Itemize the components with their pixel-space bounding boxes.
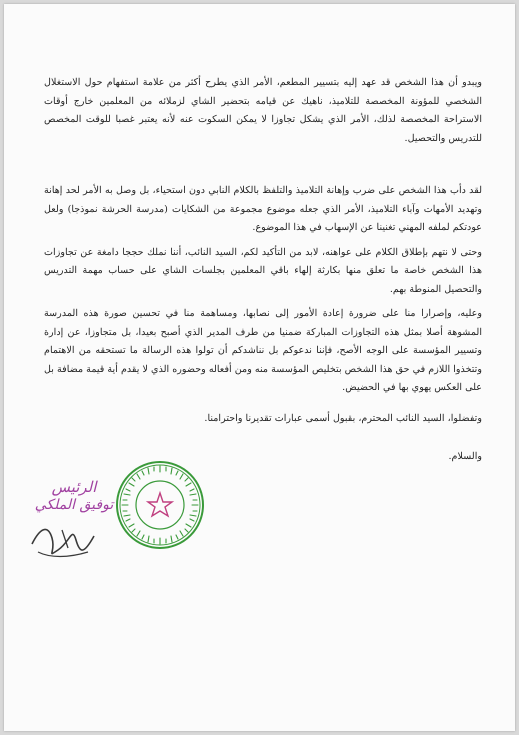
paragraph-restaurant: ويبدو أن هذا الشخص قد عهد إليه بتسيير المطعم، الأمر الذي يطرح أكثر من علامة استفهام حول الاستغلال الشخصي للمؤونة المخصصة للتلاميذ، ناهيك عن قيامه بتحضير الشاي لزملائه من المعلمين خارج أوقات الاستراحة المخصصة لذلك، الأمر الذي يشكل تجاوزا لا يمكن السكوت عنه لأنه يعتبر غصبا للوقت المخصص للتدريس والتحصيل. xyxy=(44,77,482,144)
document-page xyxy=(4,4,515,731)
official-stamp xyxy=(114,459,206,551)
signature-title: الرئيس xyxy=(51,478,97,496)
paragraph-request: وعليه، وإصرارا منا على ضرورة إعادة الأمور إلى نصابها، ومساهمة منا في تحسين صورة هذه المدرسة المشوهة أصلا بمثل هذه التجاوزات المباركة ضمنيا من طرف المدير الذي أصبح بعيدا، بل متجاوزا، عن إدارة وتسيير المؤسسة على الوجه الأصح، فإننا ندعوكم بل نناشدكم أن تولوا هذه الرسالة ما تستحقه من الاهتمام وتتخذوا اللازم في حق هذا الشخص بتخليص المؤسسة منه ومن أفعاله وحضوره الذي لا يقدم أية قيمة مضافة بل على العكس يهوي بها في الحضيض. xyxy=(44,308,482,393)
star-icon xyxy=(148,493,172,516)
paragraph-abuse: لقد دأب هذا الشخص على ضرب وإهانة التلاميذ والتلفظ بالكلام النابي دون استحياء، بل وصل به الأمر لحد إهانة وتهديد الأمهات وآباء التلاميذ، الأمر الذي جعله موضوع مجموعة من الشكايات (مدرسة الحرشة نموذجا) ولعل عودتكم لملفه المهني تغنينا عن الإسهاب في هذا الموضوع. xyxy=(44,185,482,233)
paragraph-regards: وتفضلوا، السيد النائب المحترم، بقبول أسمى عبارات تقديرنا واحترامنا. xyxy=(204,412,482,424)
handwritten-signature xyxy=(28,514,98,564)
closing-salutation: والسلام. xyxy=(448,451,482,462)
paragraph-evidence: وحتى لا نتهم بإطلاق الكلام على عواهنه، لابد من التأكيد لكم، السيد النائب، أننا نملك حججا دامغة عن تجاوزات هذا الشخص خاصة ما تعلق منها بكارثة إلهاء باقي المعلمين بجلسات الشاي على حساب مهمة التدريس والتحصيل المنوطة بهم. xyxy=(44,246,482,295)
letter-body xyxy=(44,74,482,467)
signature-name: توفيق الملكي xyxy=(34,497,114,513)
signature-block xyxy=(26,478,122,568)
